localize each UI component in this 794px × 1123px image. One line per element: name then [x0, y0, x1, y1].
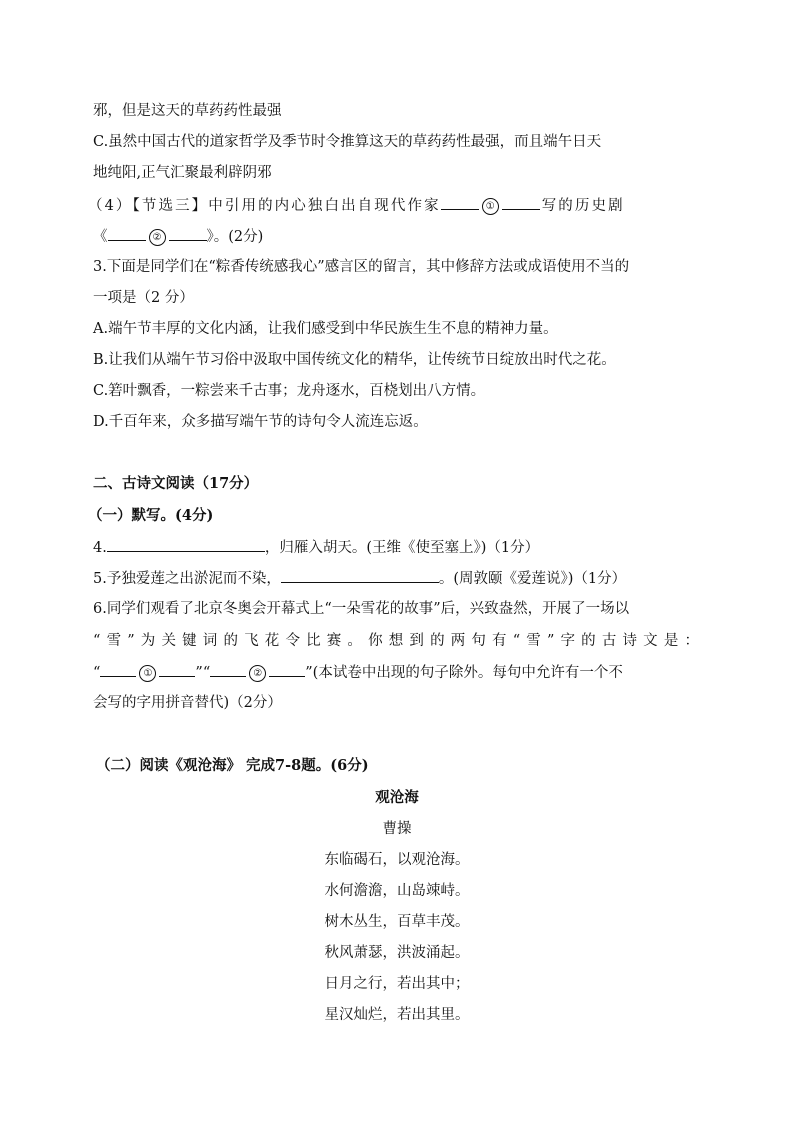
poem-line: 星汉灿烂，若出其里。: [324, 1007, 470, 1023]
text-line: 邪，但是这天的草药药性最强: [93, 103, 282, 119]
question-text: 5.予独爱莲之出淤泥而不染，: [93, 571, 281, 587]
circled-number: ②: [249, 665, 266, 682]
question-5-recite: [93, 537, 539, 558]
poem-line: 日月之行，若出其中；: [324, 976, 470, 992]
question-6-line4: 会写的字用拼音替代)（2分）: [93, 695, 282, 711]
subsection-heading: （一）默写。(4分): [88, 507, 214, 524]
blank-line: [281, 568, 439, 583]
question-6-line3: [93, 662, 623, 683]
question-4-fill: [88, 195, 699, 216]
question-3-line1: 3.下面是同学们在“粽香传统感我心”感言区的留言，其中修辞方法或成语使用不当的: [93, 259, 630, 275]
blank-line: [107, 537, 265, 552]
circled-number: ①: [482, 198, 499, 215]
question-text: ”(本试卷中出现的句子除外。每句中允许有一个不: [305, 665, 623, 681]
question-number: 4.: [93, 540, 107, 556]
option-b: B.让我们从端午节习俗中汲取中国传统文化的精华，让传统节日绽放出时代之花。: [93, 352, 616, 368]
poem-title: 观沧海: [375, 789, 419, 806]
quote-mark: ”“: [195, 665, 211, 681]
question-text: （4）【节选三】中引用的内心独白出自现代作家: [88, 198, 441, 214]
section-heading: 二、古诗文阅读（17分）: [93, 475, 259, 492]
question-text: 写的历史剧: [541, 198, 625, 214]
option-a: A.端午节丰厚的文化内涵，让我们感受到中华民族生生不息的精神力量。: [93, 321, 558, 337]
option-d: D.千百年来，众多描写端午节的诗句令人流连忘返。: [93, 414, 428, 430]
book-mark: 》。(2分): [206, 229, 264, 245]
poem-line: 树木丛生，百草丰茂。: [324, 914, 470, 930]
blank-line: [169, 226, 207, 241]
blank-line: [502, 195, 540, 210]
question-text: 。(周敦颐《爱莲说》)（1分）: [438, 571, 627, 587]
option-c-line: C.虽然中国古代的道家哲学及季节时令推算这天的草药药性最强，而且端午日天: [93, 134, 602, 150]
blank-line: [269, 662, 305, 677]
blank-line: [159, 662, 195, 677]
question-4-line2: [93, 226, 263, 247]
book-mark: 《: [93, 229, 108, 245]
poem-line: 东临碣石，以观沧海。: [324, 852, 470, 868]
circled-number: ①: [139, 665, 156, 682]
blank-line: [210, 662, 246, 677]
blank-line: [441, 195, 479, 210]
quote-mark: “: [93, 665, 101, 681]
circled-number: ②: [149, 229, 166, 246]
poem-line: 秋风萧瑟，洪波涌起。: [324, 945, 470, 961]
poem-author: 曹操: [382, 821, 412, 837]
subsection-heading: （二）阅读《观沧海》 完成7-8题。(6分): [96, 757, 369, 774]
question-text: ，归雁入胡天。(王维《使至塞上》)（1分）: [264, 540, 540, 556]
blank-line: [100, 662, 136, 677]
text-line: 地纯阳,正气汇聚最利辟阴邪: [93, 165, 272, 181]
question-6-line1: 6.同学们观看了北京冬奥会开幕式上“一朵雪花的故事”后，兴致盎然，开展了一场以: [93, 601, 630, 617]
question-3-line2: 一项是（2 分）: [93, 290, 194, 306]
poem-line: 水何澹澹，山岛竦峙。: [324, 883, 470, 899]
blank-line: [108, 226, 146, 241]
option-c: C.箬叶飘香，一粽尝来千古事；龙舟逐水，百桡划出八方情。: [93, 383, 486, 399]
question-5: [93, 568, 626, 589]
question-6-line2: “雪”为关键词的飞花令比赛。你想到的两句有“雪”字的古诗文是：: [93, 633, 699, 649]
